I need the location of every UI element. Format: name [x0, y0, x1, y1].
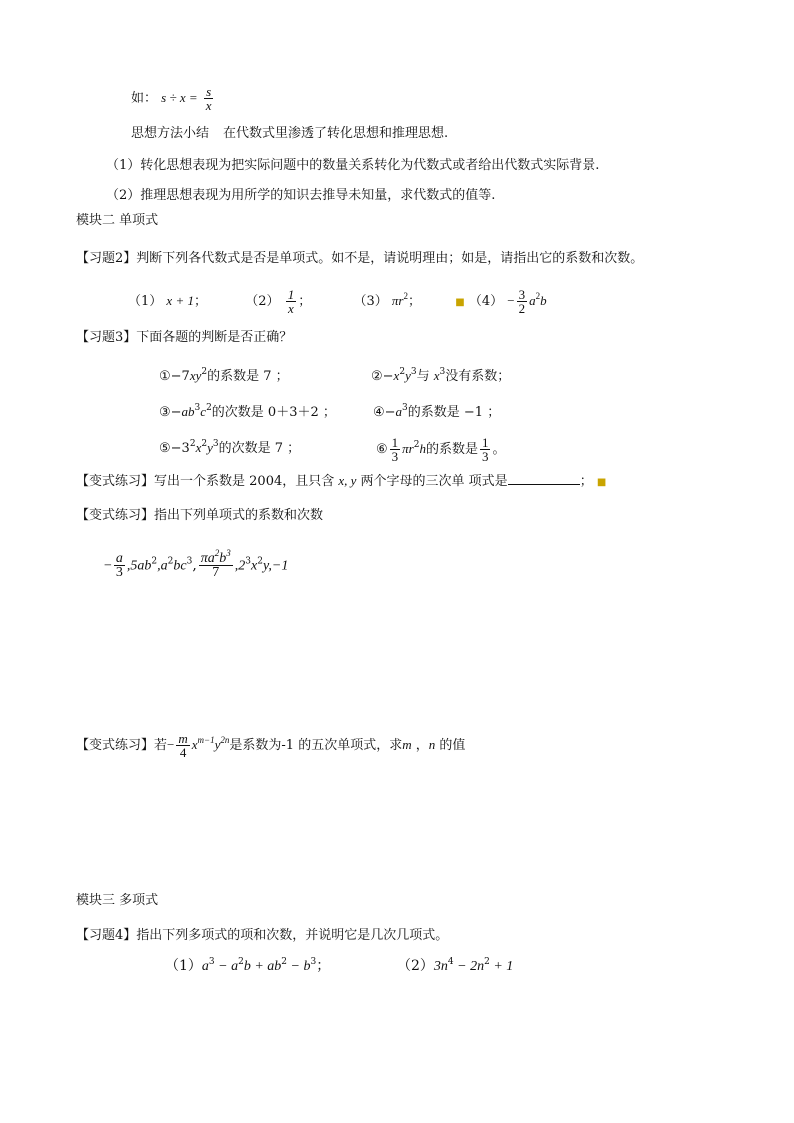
- edit-mark-2: ■: [596, 477, 607, 488]
- p2-b-exp: 2: [484, 957, 490, 967]
- item3-exp: 2: [403, 291, 408, 301]
- v2-comma: ,: [192, 557, 197, 574]
- summary-text: 在代数式里渗透了转化思想和推理思想.: [223, 126, 449, 141]
- s2-f: 与: [416, 369, 434, 384]
- item3-expr: πr: [391, 293, 404, 308]
- variation1-text-b: 两个字母的三次单 项式是: [356, 474, 508, 489]
- variation1-label: 【变式练习】: [76, 474, 155, 489]
- poly1-label: （1）: [165, 958, 202, 974]
- variation1-text-c: ；: [579, 474, 593, 489]
- v2-t3b: bc: [173, 558, 187, 574]
- exercise2-text: 判断下列各代数式是否是单项式。如不是，请说明理由；如是，请指出它的系数和次数。: [136, 251, 644, 266]
- variation3-fraction: [176, 732, 189, 759]
- item3-label: （3）: [353, 294, 388, 309]
- p1-c: b + ab: [243, 959, 282, 974]
- s4-c: 3: [402, 403, 408, 413]
- example-line: [131, 85, 216, 112]
- exercise2-heading: [76, 251, 643, 267]
- item3-sep: ；: [407, 294, 421, 309]
- variation3-minus: −: [167, 737, 175, 752]
- statement-2: [371, 368, 510, 385]
- variation3-y-exp: 2n: [220, 735, 230, 745]
- statement-1: [159, 368, 289, 385]
- v2-t2-exp: 2: [151, 556, 158, 567]
- s3-f: 的次数是 0＋3＋2 ；: [211, 405, 336, 420]
- s2-g: x: [433, 368, 440, 383]
- p1-sep: ；: [316, 958, 331, 974]
- s3-b: ab: [181, 404, 195, 419]
- item4-a-exp: 2: [535, 291, 541, 301]
- poly2-label: （2）: [397, 958, 434, 974]
- variation3-text-b: 是系数为-1 的五次单项式，求: [229, 738, 403, 753]
- example-fraction: [204, 85, 214, 112]
- p1-b-exp: 2: [238, 957, 244, 967]
- v2-t6: y,−1: [262, 558, 289, 574]
- exercise4-label: 【习题4】: [76, 928, 137, 943]
- variation1: [76, 472, 606, 491]
- example-prefix: 如：: [131, 91, 158, 106]
- summary-line: [131, 126, 448, 142]
- item4-num: 3: [518, 287, 526, 302]
- s6-a: ⑥: [376, 442, 388, 457]
- s3-e: 2: [206, 403, 212, 413]
- exercise4-heading: [76, 928, 448, 944]
- s5-f: 3: [212, 439, 219, 449]
- variation3-n: n: [428, 737, 436, 752]
- variation3-x: x: [191, 737, 198, 752]
- s5-a: ⑤−3: [159, 441, 190, 456]
- v2-f2-den: 7: [212, 565, 220, 580]
- s6-f: 。: [492, 442, 506, 457]
- variation2-expression: [104, 548, 289, 580]
- s4-a: ④−: [373, 405, 396, 420]
- s2-b: x: [393, 368, 400, 383]
- exercise4-text: 指出下列多项式的项和次数，并说明它是几次几项式。: [136, 928, 449, 943]
- p1-a: a: [201, 959, 209, 974]
- example-numerator: s: [206, 84, 212, 99]
- item2-fraction: [286, 288, 297, 315]
- item2-label: （2）: [245, 294, 280, 309]
- v2-f2-b: b: [219, 551, 227, 566]
- p1-c-exp: 2: [281, 957, 288, 967]
- variation3: [76, 732, 465, 759]
- s2-d: y: [405, 368, 411, 383]
- exercise2-label: 【习题2】: [76, 251, 137, 266]
- s5-c: x: [195, 440, 202, 455]
- variation3-sep: ，: [411, 738, 429, 753]
- variation3-m: m: [402, 737, 412, 752]
- item4-label: （4）: [468, 294, 504, 309]
- statement-3: [159, 404, 336, 421]
- example-denominator: x: [205, 98, 212, 113]
- s6-e: 的系数是: [425, 442, 478, 457]
- variation2-heading: [76, 508, 323, 524]
- s6-fraction-2: [480, 436, 491, 463]
- s1-d: 的系数是 7 ；: [207, 369, 289, 384]
- item1-label: （1）: [128, 294, 163, 309]
- s5-g: 的次数是 7 ；: [218, 441, 301, 456]
- v2-t2: ,5ab: [126, 558, 152, 574]
- item4-minus: −: [507, 293, 515, 308]
- s6-d: h: [419, 441, 426, 456]
- s2-e: 3: [410, 367, 417, 377]
- variation3-den: 4: [179, 745, 187, 760]
- variation3-text-a: 若: [154, 738, 168, 753]
- p1-d: − b: [287, 959, 311, 974]
- exercise3-label: 【习题3】: [76, 330, 137, 345]
- p1-a-exp: 3: [208, 957, 215, 967]
- v2-f2-a: πa: [200, 551, 215, 566]
- item2-den: x: [288, 301, 294, 316]
- s6-fraction-1: [390, 436, 401, 463]
- example-lhs: s ÷ x =: [161, 90, 198, 105]
- exercise2-items: [128, 288, 547, 315]
- item1-sep: ；: [193, 294, 207, 309]
- exercise3-heading: [76, 330, 292, 346]
- v2-frac-1: [114, 552, 125, 579]
- s6-c: 2: [413, 440, 420, 450]
- item2-sep: ；: [298, 294, 312, 309]
- v2-t3a-exp: 2: [167, 556, 174, 567]
- s4-b: a: [395, 404, 403, 419]
- variation2-label: 【变式练习】: [76, 508, 155, 523]
- item2-num: 1: [287, 287, 295, 302]
- p1-d-exp: 3: [310, 957, 317, 967]
- module3-title: 模块三 多项式: [76, 893, 159, 908]
- item4-den: 2: [518, 301, 526, 316]
- s1-b: xy: [189, 368, 202, 383]
- item4-b: b: [540, 293, 547, 308]
- summary-point-1: （1）转化思想表现为把实际问题中的数量关系转化为代数式或者给出代数式实际背景.: [106, 158, 600, 173]
- s2-c: 2: [399, 367, 406, 377]
- v2-minus: −: [104, 558, 112, 574]
- v2-t3b-exp: 3: [186, 556, 193, 567]
- variation3-x-exp: m−1: [197, 735, 215, 745]
- p2-c: + 1: [489, 959, 514, 974]
- module2-title: 模块二 单项式: [76, 213, 159, 228]
- s5-b: 2: [189, 439, 196, 449]
- s6-num1: 1: [391, 435, 399, 450]
- edit-mark: ■: [455, 297, 465, 308]
- s6-num2: 1: [481, 435, 489, 450]
- p2-b: − 2n: [453, 959, 485, 974]
- p2-a: 3n: [433, 959, 448, 974]
- variation3-text-c: 的值: [435, 738, 466, 753]
- s4-d: 的系数是 −1 ；: [407, 405, 501, 420]
- s6-den2: 3: [481, 449, 489, 464]
- summary-label: 思想方法小结: [131, 126, 210, 141]
- v2-t5b: x: [251, 558, 258, 574]
- variation3-y: y: [214, 737, 221, 752]
- v2-f1-num: a: [115, 551, 123, 566]
- item4-fraction: [517, 288, 528, 315]
- p2-a-exp: 4: [447, 957, 454, 967]
- s2-a: ②−: [371, 369, 394, 384]
- polynomial-2: [397, 958, 513, 975]
- v2-f1-den: 3: [115, 565, 123, 580]
- s2-i: 没有系数；: [445, 369, 511, 384]
- s6-den1: 3: [391, 449, 399, 464]
- s2-h: 3: [439, 367, 446, 377]
- v2-f2-b-exp: 3: [226, 548, 231, 558]
- p1-b: − a: [214, 959, 239, 974]
- v2-t5: ,2: [234, 558, 246, 574]
- s6-b: πr: [402, 441, 414, 456]
- answer-blank[interactable]: [508, 472, 580, 485]
- v2-t3a: ,a: [157, 558, 168, 574]
- polynomial-1: [165, 958, 330, 975]
- exercise3-text: 下面各题的判断是否正确？: [136, 330, 293, 345]
- statement-5: [159, 440, 300, 457]
- variation1-text-a: 写出一个系数是 2004，且只含: [154, 474, 339, 489]
- s1-a: ①−7: [159, 369, 190, 384]
- statement-4: [373, 404, 500, 421]
- variation1-vars: x, y: [338, 473, 357, 488]
- item1-expr: x + 1: [166, 293, 194, 308]
- s1-c: 2: [201, 367, 208, 377]
- s5-e: y: [207, 440, 213, 455]
- v2-t5b-exp: 2: [257, 556, 263, 567]
- s3-d: c: [200, 404, 207, 419]
- v2-t5-exp: 3: [245, 556, 252, 567]
- variation2-text: 指出下列单项式的系数和次数: [154, 508, 324, 523]
- v2-f2-a-exp: 2: [214, 548, 220, 558]
- statement-6: [376, 436, 506, 463]
- s3-c: 3: [194, 403, 201, 413]
- variation3-label: 【变式练习】: [76, 738, 155, 753]
- variation3-num: m: [178, 731, 188, 746]
- v2-frac-2: [199, 548, 233, 580]
- summary-point-2: （2）推理思想表现为用所学的知识去推导未知量，求代数式的值等.: [106, 188, 496, 203]
- item4-a: a: [529, 293, 536, 308]
- s3-a: ③−: [159, 405, 182, 420]
- s5-d: 2: [201, 439, 208, 449]
